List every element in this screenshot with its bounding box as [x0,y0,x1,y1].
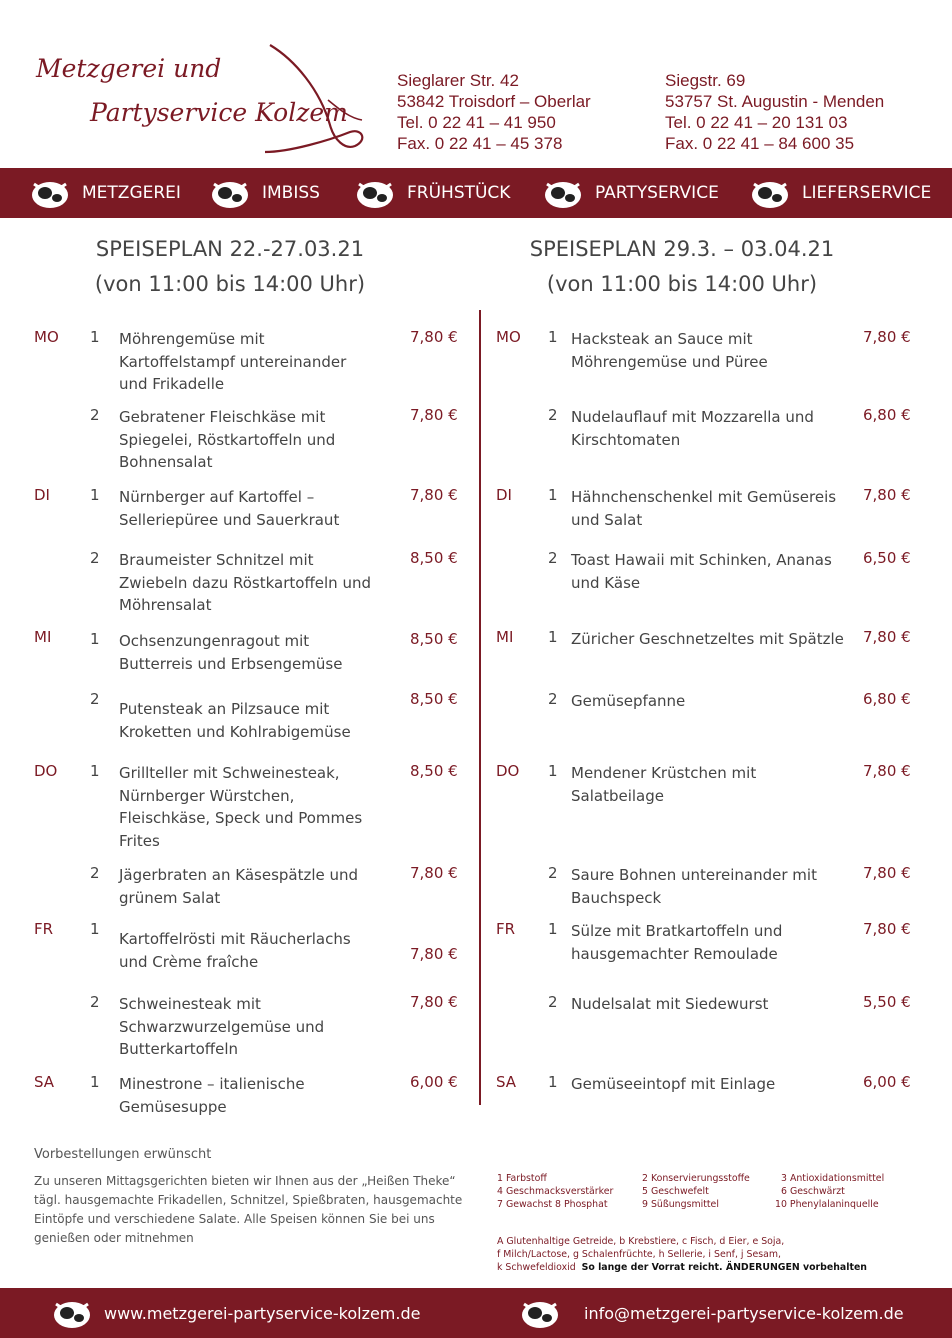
dish-price: 7,80 € [410,945,458,963]
dish-price: 6,80 € [863,690,911,708]
dish-description: Hacksteak an Sauce mit Möhrengemüse und Püree [571,330,768,371]
cow-icon [50,1296,94,1330]
dish-price: 7,80 € [863,762,911,780]
service-metzgerei [28,168,181,218]
dish-price: 7,80 € [863,328,911,346]
cow-icon [748,176,792,210]
dish-number: 2 [548,993,558,1011]
day-label-di: DI [496,486,512,504]
dish-number: 2 [548,549,558,567]
dish-description: Gemüseeintopf mit Einlage [571,1075,776,1093]
disclaimer: So lange der Vorrat reicht. ÄNDERUNGEN vorbehalten [581,1262,867,1273]
address-tel: Tel. 0 22 41 – 20 131 03 [665,113,848,132]
dish-price: 7,80 € [863,486,911,504]
dish-price: 7,80 € [410,406,458,424]
dish-description: Mendener Krüstchen mit Salatbeilage [571,764,757,805]
address-fax: Fax. 0 22 41 – 45 378 [397,134,563,153]
dish-price: 6,50 € [863,549,911,567]
dish-price: 8,50 € [410,630,458,648]
footer-bar [0,1288,952,1338]
dish-number: 2 [90,864,100,882]
dish-price: 7,80 € [410,486,458,504]
dish-description: Saure Bohnen untereinander mit Bauchspeck [571,866,817,907]
dish-description: Möhrengemüse mit Kartoffelstampf untereinander und Frikadelle [119,330,347,393]
address-street: Siegstr. 69 [665,71,746,90]
day-label-do: DO [496,762,520,780]
dish-number: 1 [548,1073,558,1091]
cow-icon [28,176,72,210]
dish-number: 1 [90,630,100,648]
service-imbiss [208,168,320,218]
day-label-mi: MI [496,628,514,646]
day-label-fr: FR [496,920,516,938]
address-menden [665,70,884,154]
dish-price: 6,00 € [410,1073,458,1091]
preorder-note: Vorbestellungen erwünscht [34,1147,212,1162]
dish-price: 7,80 € [863,920,911,938]
service-label: METZGEREI [82,183,181,203]
email-link[interactable] [518,1288,904,1338]
dish-price: 7,80 € [863,628,911,646]
plan-hours: (von 11:00 bis 14:00 Uhr) [94,272,366,296]
dish-number: 1 [90,328,100,346]
dish-number: 1 [90,762,100,780]
service-label: PARTYSERVICE [595,183,719,203]
dish-description: Nudelsalat mit Siedewurst [571,995,769,1013]
dish-description: Toast Hawaii mit Schinken, Ananas und Käse [571,551,832,592]
dish-description: Nudelauflauf mit Mozzarella und Kirschtomaten [571,408,814,449]
service-lieferservice [748,168,931,218]
day-label-sa: SA [34,1073,55,1091]
additive: 1 Farbstoff [497,1173,547,1184]
dish-price: 8,50 € [410,690,458,708]
dish-description: Grillteller mit Schweinesteak, Nürnberger Würstchen, Fleischkäse, Speck und Pommes Frites [119,764,363,850]
additive: 9 Süßungsmittel [642,1199,719,1210]
dish-price: 8,50 € [410,762,458,780]
dish-description: Sülze mit Bratkartoffeln und hausgemachter Remoulade [571,922,783,963]
dish-description: Minestrone – italienische Gemüsesuppe [119,1075,305,1116]
cow-icon [518,1296,562,1330]
dish-price: 7,80 € [410,993,458,1011]
dish-number: 1 [90,1073,100,1091]
day-label-di: DI [34,486,50,504]
dish-description: Hähnchenschenkel mit Gemüsereis und Salat [571,488,837,529]
dish-description: Schweinesteak mit Schwarzwurzelgemüse und Butterkartoffeln [119,995,325,1058]
allergens-legend [497,1235,867,1274]
additive: 2 Konservierungsstoffe [642,1173,750,1184]
service-label: FRÜHSTÜCK [407,183,511,203]
dish-price: 7,80 € [863,864,911,882]
service-bar [0,168,952,218]
additive: 7 Gewachst 8 Phosphat [497,1199,608,1210]
cow-icon [353,176,397,210]
dish-number: 1 [90,486,100,504]
dish-number: 1 [548,328,558,346]
cow-icon [541,176,585,210]
address-city: 53842 Troisdorf – Oberlar [397,92,591,111]
website-url[interactable]: www.metzgerei-partyservice-kolzem.de [104,1303,421,1323]
additive: 10 Phenylalaninquelle [775,1199,879,1210]
plan-title-week-1 [30,232,430,302]
dish-description: Jägerbraten an Käsespätzle und grünem Salat [119,866,359,907]
plan-dates: SPEISEPLAN 29.3. – 03.04.21 [529,237,835,261]
dish-description: Gebratener Fleischkäse mit Spiegelei, Röstkartoffeln und Bohnensalat [119,408,336,471]
service-label: IMBISS [262,183,320,203]
dish-description: Braumeister Schnitzel mit Zwiebeln dazu Röstkartoffeln und Möhrensalat [119,551,371,614]
dish-number: 2 [548,864,558,882]
day-label-sa: SA [496,1073,517,1091]
additive: 4 Geschmacksverstärker [497,1186,614,1197]
dish-price: 7,80 € [410,864,458,882]
allergen-line: f Milch/Lactose, g Schalenfrüchte, h Sellerie, i Senf, j Sesam, [497,1249,781,1260]
dish-number: 1 [548,628,558,646]
dish-number: 2 [90,690,100,708]
service-label: LIEFERSERVICE [802,183,932,203]
dish-price: 6,00 € [863,1073,911,1091]
plan-dates: SPEISEPLAN 22.-27.03.21 [95,237,365,261]
dish-description: Ochsenzungenragout mit Butterreis und Erbsengemüse [119,632,343,673]
day-label-mo: MO [496,328,521,346]
hot-counter-note: Zu unseren Mittagsgerichten bieten wir Ihnen aus der „Heißen Theke“ tägl. hausgemachte Frikadellen, Schnitzel, Spießbraten, hausgemachte Eintöpfe und verschiedene Salate. Alle Speisen können Sie bei uns genießen oder mitnehmen [34,1174,463,1245]
dish-number: 2 [90,549,100,567]
address-tel: Tel. 0 22 41 – 41 950 [397,113,556,132]
dish-description: Putensteak an Pilzsauce mit Kroketten und Kohlrabigemüse [119,700,351,741]
allergen-line: k Schwefeldioxid [497,1262,576,1273]
plan-title-week-2 [482,232,882,302]
additive: 3 Antioxidationsmittel [781,1173,885,1184]
day-label-fr: FR [34,920,54,938]
column-divider [479,310,481,1105]
address-troisdorf [397,70,591,154]
dish-price: 8,50 € [410,549,458,567]
dish-price: 6,80 € [863,406,911,424]
email-address[interactable]: info@metzgerei-partyservice-kolzem.de [584,1303,904,1323]
dish-description: Züricher Geschnetzeltes mit Spätzle [571,630,844,648]
address-city: 53757 St. Augustin - Menden [665,92,885,111]
dish-description: Nürnberger auf Kartoffel – Selleriepüree und Sauerkraut [119,488,340,529]
cow-icon [208,176,252,210]
address-fax: Fax. 0 22 41 – 84 600 35 [665,134,855,153]
additive: 6 Geschwärzt [781,1186,845,1197]
day-label-do: DO [34,762,58,780]
address-street: Sieglarer Str. 42 [397,71,519,90]
additive: 5 Geschwefelt [642,1186,709,1197]
dish-number: 1 [548,486,558,504]
logo-line-1: Metzgerei und [36,54,222,83]
dish-number: 1 [548,762,558,780]
logo-swash-icon [250,40,390,165]
plan-hours: (von 11:00 bis 14:00 Uhr) [546,272,818,296]
service-partyservice [541,168,719,218]
dish-number: 2 [90,993,100,1011]
dish-description: Gemüsepfanne [571,692,686,710]
dish-number: 2 [90,406,100,424]
day-label-mo: MO [34,328,59,346]
allergen-line: A Glutenhaltige Getreide, b Krebstiere, c Fisch, d Eier, e Soja, [497,1236,785,1247]
dish-price: 7,80 € [410,328,458,346]
website-link[interactable] [50,1288,420,1338]
dish-number: 1 [548,920,558,938]
dish-description: Kartoffelrösti mit Räucherlachs und Crème fraîche [119,930,351,971]
dish-price: 5,50 € [863,993,911,1011]
service-fruehstueck [353,168,510,218]
dish-number: 2 [548,406,558,424]
logo-line-2: Partyservice Kolzem [90,98,348,127]
day-label-mi: MI [34,628,52,646]
dish-number: 2 [548,690,558,708]
dish-number: 1 [90,920,100,938]
